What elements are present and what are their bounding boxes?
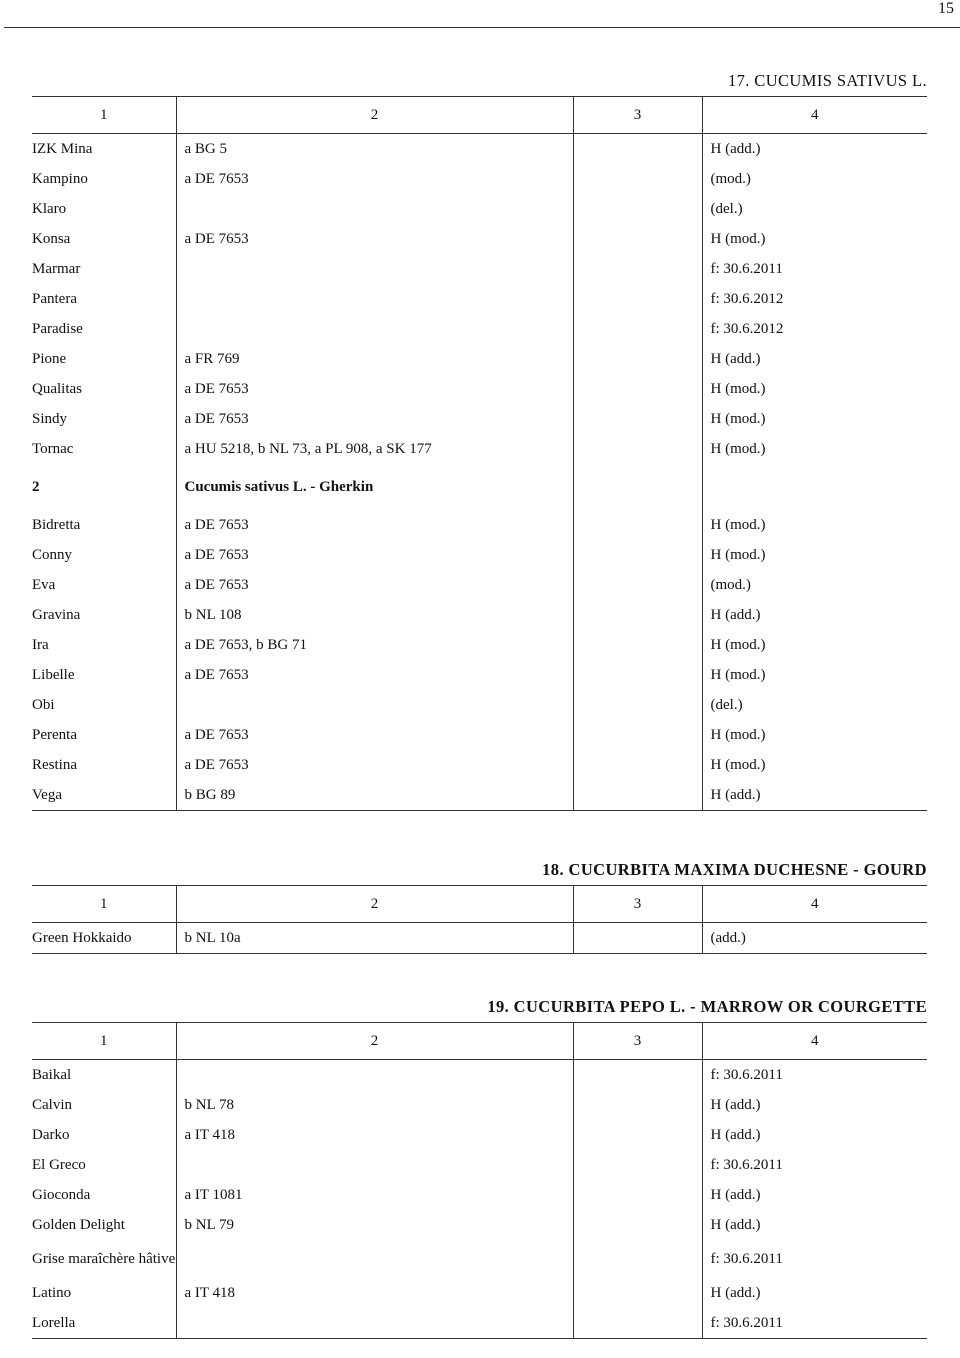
- maintainer-code: b NL 78: [176, 1090, 573, 1120]
- table-row: [32, 314, 927, 344]
- variety-name: Golden Delight: [32, 1216, 125, 1233]
- remark: f: 30.6.2011: [702, 254, 927, 284]
- maintainer-code: b NL 79: [176, 1210, 573, 1240]
- remark: H (add.): [702, 134, 927, 165]
- variety-name: Pantera: [32, 290, 77, 307]
- variety-name: Grise maraîchère hâtive: [32, 1251, 176, 1267]
- maintainer-code: b NL 10a: [176, 923, 573, 954]
- empty-cell: [573, 923, 702, 954]
- section-title-cucurbita-maxima: 18. CUCURBITA MAXIMA DUCHESNE - GOURD: [542, 860, 927, 879]
- remark: f: 30.6.2011: [702, 1240, 927, 1278]
- empty-cell: [573, 600, 702, 630]
- empty-cell: [573, 1120, 702, 1150]
- variety-name: Konsa: [32, 230, 71, 247]
- table-row: [32, 134, 927, 165]
- empty-cell: [573, 1308, 702, 1339]
- table-row: [32, 1150, 927, 1180]
- variety-name: Baikal: [32, 1066, 72, 1083]
- table-row: [32, 224, 927, 254]
- maintainer-code: a DE 7653: [176, 660, 573, 690]
- maintainer-code: a FR 769: [176, 344, 573, 374]
- variety-name: Ira: [32, 636, 49, 653]
- maintainer-code: [176, 254, 573, 284]
- variety-name: IZK Mina: [32, 140, 93, 157]
- empty-cell: [573, 570, 702, 600]
- empty-cell: [573, 404, 702, 434]
- variety-name: Gravina: [32, 606, 81, 623]
- variety-name: Darko: [32, 1126, 70, 1143]
- remark: H (add.): [702, 1180, 927, 1210]
- table-row: [32, 923, 927, 954]
- maintainer-code: a HU 5218, b NL 73, a PL 908, a SK 177: [176, 434, 573, 464]
- variety-name: Green Hokkaido: [32, 923, 176, 954]
- maintainer-code: a DE 7653: [176, 540, 573, 570]
- empty-cell: [573, 1180, 702, 1210]
- header-rule: [4, 27, 960, 28]
- subheading-empty-4: [702, 464, 927, 510]
- column-header-4: 4: [702, 886, 927, 923]
- empty-cell: [573, 434, 702, 464]
- table-row: [32, 570, 927, 600]
- maintainer-code: a DE 7653: [176, 224, 573, 254]
- table-row: [32, 780, 927, 811]
- maintainer-code: a DE 7653: [176, 720, 573, 750]
- variety-name: Tornac: [32, 440, 74, 457]
- table-row: [32, 600, 927, 630]
- empty-cell: [573, 510, 702, 540]
- table-row: [32, 750, 927, 780]
- empty-cell: [573, 344, 702, 374]
- table-row: [32, 1090, 927, 1120]
- table-row: [32, 1060, 927, 1091]
- column-header-2: 2: [176, 97, 573, 134]
- maintainer-code: b BG 89: [176, 780, 573, 811]
- table-row: [32, 284, 927, 314]
- remark: H (mod.): [702, 630, 927, 660]
- table-row: [32, 660, 927, 690]
- table-row: [32, 344, 927, 374]
- maintainer-code: [176, 1240, 573, 1278]
- column-header-3: 3: [573, 1023, 702, 1060]
- maintainer-code: [176, 284, 573, 314]
- remark: H (mod.): [702, 224, 927, 254]
- subheading-text: Cucumis sativus L. - Gherkin: [176, 464, 573, 510]
- variety-name: Klaro: [32, 200, 67, 217]
- empty-cell: [573, 284, 702, 314]
- variety-name: Calvin: [32, 1096, 72, 1113]
- table-row: [32, 510, 927, 540]
- variety-name: Kampino: [32, 170, 88, 187]
- remark: H (add.): [702, 780, 927, 811]
- remark: H (mod.): [702, 540, 927, 570]
- empty-cell: [573, 224, 702, 254]
- empty-cell: [573, 1150, 702, 1180]
- table-cucurbita-maxima: [32, 885, 927, 954]
- table-row: [32, 434, 927, 464]
- empty-cell: [573, 690, 702, 720]
- remark: f: 30.6.2012: [702, 284, 927, 314]
- remark: H (add.): [702, 1090, 927, 1120]
- maintainer-code: [176, 314, 573, 344]
- remark: (add.): [702, 923, 927, 954]
- variety-name: Gioconda: [32, 1186, 91, 1203]
- empty-cell: [573, 374, 702, 404]
- empty-cell: [573, 660, 702, 690]
- empty-cell: [573, 1090, 702, 1120]
- maintainer-code: a BG 5: [176, 134, 573, 165]
- column-header-2: 2: [176, 886, 573, 923]
- variety-name: Lorella: [32, 1308, 176, 1339]
- table-row: [32, 1210, 927, 1240]
- variety-name: Conny: [32, 546, 73, 563]
- subheading-number: 2: [32, 478, 40, 495]
- variety-name: Pione: [32, 350, 67, 367]
- table-row: [32, 540, 927, 570]
- remark: H (mod.): [702, 434, 927, 464]
- remark: H (mod.): [702, 660, 927, 690]
- table-row: [32, 690, 927, 720]
- remark: H (mod.): [702, 750, 927, 780]
- table-row: [32, 254, 927, 284]
- remark: H (add.): [702, 1120, 927, 1150]
- table-header-row: [32, 1023, 927, 1060]
- remark: f: 30.6.2012: [702, 314, 927, 344]
- column-header-1: 1: [32, 97, 176, 134]
- variety-name: Obi: [32, 696, 55, 713]
- document-content: [32, 66, 927, 1339]
- empty-cell: [573, 630, 702, 660]
- empty-cell: [573, 254, 702, 284]
- variety-name: Restina: [32, 756, 77, 773]
- table-row: [32, 1278, 927, 1308]
- table-row: [32, 1120, 927, 1150]
- empty-cell: [573, 780, 702, 811]
- variety-name: Sindy: [32, 410, 68, 427]
- column-header-1: 1: [32, 886, 176, 923]
- empty-cell: [573, 164, 702, 194]
- table-header-row: [32, 886, 927, 923]
- maintainer-code: a IT 418: [176, 1278, 573, 1308]
- variety-name: Paradise: [32, 320, 83, 337]
- empty-cell: [573, 314, 702, 344]
- variety-name: El Greco: [32, 1156, 86, 1173]
- empty-cell: [573, 1278, 702, 1308]
- empty-cell: [573, 134, 702, 165]
- maintainer-code: b NL 108: [176, 600, 573, 630]
- maintainer-code: a DE 7653: [176, 374, 573, 404]
- empty-cell: [573, 1240, 702, 1278]
- table-row: [32, 630, 927, 660]
- variety-name: Bidretta: [32, 516, 81, 533]
- table-cucumis-sativus: [32, 96, 927, 811]
- maintainer-code: a DE 7653: [176, 750, 573, 780]
- remark: H (add.): [702, 600, 927, 630]
- remark: H (add.): [702, 344, 927, 374]
- remark: H (mod.): [702, 374, 927, 404]
- maintainer-code: a DE 7653, b BG 71: [176, 630, 573, 660]
- table-row: [32, 164, 927, 194]
- column-header-2: 2: [176, 1023, 573, 1060]
- maintainer-code: [176, 1060, 573, 1091]
- variety-name: Eva: [32, 576, 56, 593]
- variety-name: Latino: [32, 1284, 72, 1301]
- remark: f: 30.6.2011: [702, 1308, 927, 1339]
- variety-name: Marmar: [32, 260, 81, 277]
- empty-cell: [573, 720, 702, 750]
- table-row: [32, 720, 927, 750]
- page-number: 15: [938, 0, 954, 17]
- empty-cell: [573, 194, 702, 224]
- remark: (mod.): [702, 164, 927, 194]
- subheading-row: [32, 464, 927, 510]
- subheading-empty-3: [573, 464, 702, 510]
- table-cucurbita-pepo: [32, 1022, 927, 1339]
- table-row: [32, 404, 927, 434]
- column-header-4: 4: [702, 97, 927, 134]
- remark: H (mod.): [702, 510, 927, 540]
- remark: H (mod.): [702, 720, 927, 750]
- variety-name: Libelle: [32, 666, 75, 683]
- empty-cell: [573, 750, 702, 780]
- table-row: [32, 194, 927, 224]
- table-row: [32, 1240, 927, 1278]
- remark: H (add.): [702, 1210, 927, 1240]
- table-row: [32, 374, 927, 404]
- maintainer-code: [176, 194, 573, 224]
- remark: H (mod.): [702, 404, 927, 434]
- empty-cell: [573, 1060, 702, 1091]
- section-title-cucumis-sativus: 17. CUCUMIS SATIVUS L.: [727, 71, 927, 90]
- table-header-row: [32, 97, 927, 134]
- maintainer-code: [176, 1150, 573, 1180]
- maintainer-code: [176, 1308, 573, 1339]
- maintainer-code: a IT 1081: [176, 1180, 573, 1210]
- variety-name: Vega: [32, 780, 176, 811]
- column-header-1: 1: [32, 1023, 176, 1060]
- table-row: [32, 1308, 927, 1339]
- empty-cell: [573, 1210, 702, 1240]
- empty-cell: [573, 540, 702, 570]
- variety-name: Perenta: [32, 726, 77, 743]
- section-title-cucurbita-pepo: 19. CUCURBITA PEPO L. - MARROW OR COURGETTE: [487, 997, 927, 1016]
- column-header-4: 4: [702, 1023, 927, 1060]
- maintainer-code: a IT 418: [176, 1120, 573, 1150]
- maintainer-code: a DE 7653: [176, 510, 573, 540]
- remark: (mod.): [702, 570, 927, 600]
- column-header-3: 3: [573, 886, 702, 923]
- column-header-3: 3: [573, 97, 702, 134]
- maintainer-code: a DE 7653: [176, 570, 573, 600]
- maintainer-code: a DE 7653: [176, 404, 573, 434]
- remark: (del.): [702, 194, 927, 224]
- maintainer-code: a DE 7653: [176, 164, 573, 194]
- remark: f: 30.6.2011: [702, 1150, 927, 1180]
- variety-name: Qualitas: [32, 380, 82, 397]
- remark: (del.): [702, 690, 927, 720]
- remark: H (add.): [702, 1278, 927, 1308]
- maintainer-code: [176, 690, 573, 720]
- remark: f: 30.6.2011: [702, 1060, 927, 1091]
- table-row: [32, 1180, 927, 1210]
